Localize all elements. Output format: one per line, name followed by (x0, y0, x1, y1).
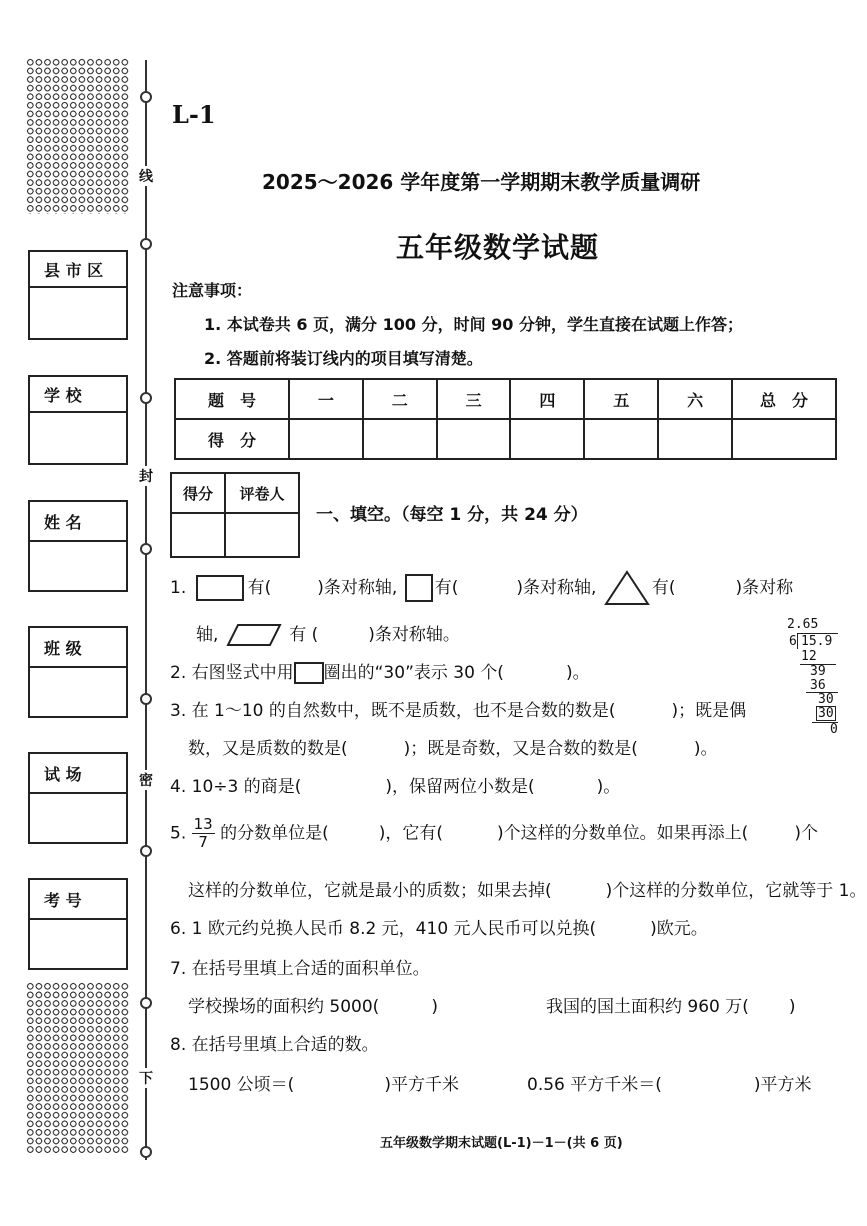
long-division-step: 12 (801, 649, 817, 664)
long-division-step: 36 (810, 678, 826, 693)
binding-char-feng: 封 (136, 466, 156, 486)
field-class[interactable] (28, 626, 128, 718)
field-school-label: 学 校 (30, 377, 126, 413)
long-division-dividend: 15.9 (801, 634, 833, 649)
score-cell[interactable] (289, 419, 363, 459)
page-footer: 五年级数学期末试题(L-1)－1－(共 6 页) (380, 1136, 623, 1151)
score-table-header: 二 (363, 379, 437, 419)
question-1-line-2: 轴, 有 ( )条对称轴。 (196, 625, 460, 645)
field-room[interactable] (28, 752, 128, 844)
score-cell[interactable] (437, 419, 511, 459)
field-exam-number[interactable] (28, 878, 128, 970)
score-table-header: 题 号 (175, 379, 289, 419)
score-table-header: 总 分 (732, 379, 836, 419)
question-8-b: 0.56 平方千米＝( )平方米 (527, 1075, 812, 1095)
grader-score-cell[interactable] (171, 513, 225, 557)
binding-char-xian: 线 (136, 166, 156, 186)
field-room-label: 试 场 (30, 754, 126, 794)
notes-item-1: 1. 本试卷共 6 页，满分 100 分，时间 90 分钟，学生直接在试题上作答； (204, 315, 744, 334)
question-2: 2. 右图竖式中用 圈出的“30”表示 30 个( )。 (170, 663, 590, 683)
binding-circle (140, 693, 152, 705)
notes-item-2: 2. 答题前将装订线内的项目填写清楚。 (204, 349, 483, 368)
binding-circle (140, 997, 152, 1009)
field-county[interactable] (28, 250, 128, 340)
score-table (174, 378, 837, 460)
notes-heading: 注意事项： (172, 281, 253, 300)
grader-table (170, 472, 300, 558)
binding-circle (140, 1146, 152, 1158)
question-6: 6. 1 欧元约兑换人民币 8.2 元，410 元人民币可以兑换( )欧元。 (170, 919, 708, 939)
score-table-header: 三 (437, 379, 511, 419)
long-division-quotient: 2.65 (787, 617, 819, 632)
score-cell[interactable] (732, 419, 836, 459)
field-class-label: 班 级 (30, 628, 126, 668)
question-7-a: 学校操场的面积约 5000( ) (188, 997, 438, 1017)
question-8-a: 1500 公顷＝( )平方千米 (188, 1075, 459, 1095)
question-3-line-2: 数，又是质数的数是( )；既是奇数，又是合数的数是( )。 (188, 739, 718, 759)
score-table-header: 四 (510, 379, 584, 419)
fraction-13-7: $\frac{13}{7}$ (193, 815, 213, 851)
score-cell[interactable] (510, 419, 584, 459)
long-division-step: 39 (810, 664, 826, 679)
score-row-label: 得 分 (175, 419, 289, 459)
question-8: 8. 在括号里填上合适的数。 (170, 1035, 379, 1055)
grader-score-label: 得分 (171, 473, 225, 513)
score-table-score-row (175, 419, 836, 459)
page-subtitle: 五年级数学试题 (396, 231, 600, 264)
binding-circle (140, 845, 152, 857)
binding-circle (140, 543, 152, 555)
binding-line (145, 60, 147, 1160)
binding-dot-pattern-bottom (26, 982, 130, 1154)
question-7: 7. 在括号里填上合适的面积单位。 (170, 959, 430, 979)
question-3-line-1: 3. 在 1～10 的自然数中，既不是质数，也不是合数的数是( )；既是偶 (170, 701, 747, 721)
grader-name-label: 评卷人 (225, 473, 299, 513)
binding-dot-pattern-top (26, 58, 130, 214)
field-name-label: 姓 名 (30, 502, 126, 542)
score-cell[interactable] (584, 419, 658, 459)
score-table-header: 五 (584, 379, 658, 419)
page-title: 2025～2026 学年度第一学期期末教学质量调研 (262, 170, 701, 194)
score-table-header: 六 (658, 379, 732, 419)
section-1-heading: 一、填空。（每空 1 分，共 24 分） (316, 505, 588, 525)
grader-name-cell[interactable] (225, 513, 299, 557)
binding-circle (140, 91, 152, 103)
long-division-divisor: 6 (789, 634, 797, 649)
binding-circle (140, 238, 152, 250)
long-division-step: 30 (818, 692, 834, 707)
question-4: 4. 10÷3 的商是( )，保留两位小数是( )。 (170, 777, 621, 797)
long-division-circled-30: 30 (818, 706, 834, 721)
circle-box-icon (294, 662, 324, 684)
question-1-line-1: 1. 有( )条对称轴, 有( )条对称轴, 有( )条对称 (170, 570, 793, 606)
field-school[interactable] (28, 375, 128, 465)
long-division-remainder: 0 (830, 722, 838, 737)
binding-char-mi: 密 (136, 770, 156, 790)
score-cell[interactable] (658, 419, 732, 459)
question-7-b: 我国的国土面积约 960 万( ) (546, 997, 796, 1017)
rectangle-shape-icon (196, 575, 244, 601)
binding-circle (140, 392, 152, 404)
field-county-label: 县 市 区 (30, 252, 126, 288)
parallelogram-shape-icon (226, 623, 282, 647)
binding-char-xia: 下 (136, 1068, 156, 1088)
field-exam-number-label: 考 号 (30, 880, 126, 920)
question-5-line-1: 5. $\frac{13}{7}$ 的分数单位是( )，它有( )个这样的分数单位。如果再添上( )个 (170, 815, 818, 851)
score-table-header: 一 (289, 379, 363, 419)
field-name[interactable] (28, 500, 128, 592)
score-cell[interactable] (363, 419, 437, 459)
exam-code: L-1 (172, 100, 216, 129)
square-shape-icon (405, 574, 433, 602)
score-table-header-row (175, 379, 836, 419)
triangle-shape-icon (604, 570, 650, 606)
question-5-line-2: 这样的分数单位，它就是最小的质数；如果去掉( )个这样的分数单位，它就等于 1。 (188, 881, 867, 901)
